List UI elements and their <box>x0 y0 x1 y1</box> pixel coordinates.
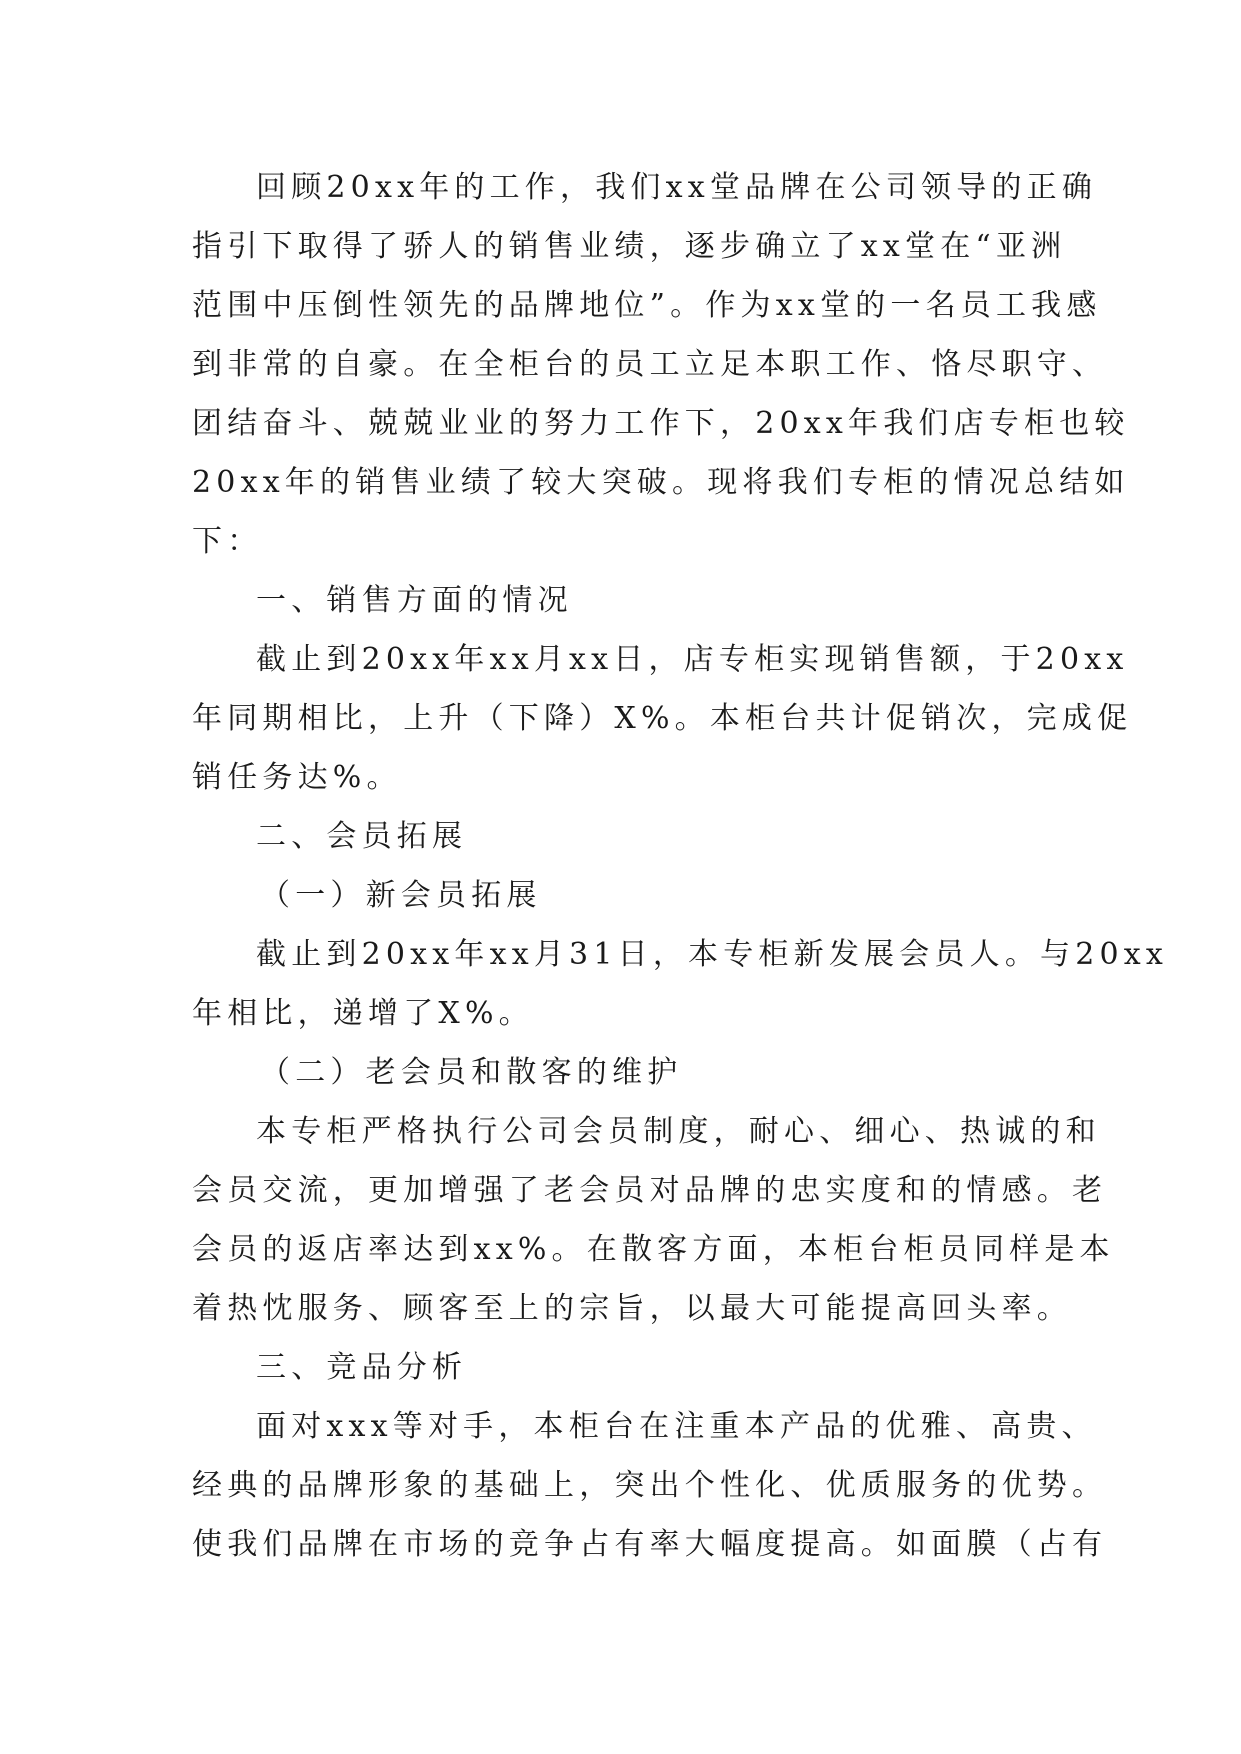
paragraph-sales-line-2: 年同期相比，上升（下降）X%。本柜台共计促销次，完成促 <box>192 701 1133 736</box>
paragraph-intro-line-3: 范围中压倒性领先的品牌地位”。作为xx堂的一名员工我感 <box>192 288 1102 323</box>
heading-sales: 一、销售方面的情况 <box>256 583 573 618</box>
paragraph-competitors-line-1: 面对xxx等对手，本柜台在注重本产品的优雅、高贵、 <box>256 1409 1097 1444</box>
paragraph-sales-line-3: 销任务达%。 <box>192 760 402 795</box>
paragraph-old-members-line-2: 会员交流，更加增强了老会员对品牌的忠实度和的情感。老 <box>192 1173 1108 1208</box>
paragraph-sales-line-1: 截止到20xx年xx月xx日，店专柜实现销售额，于20xx <box>256 642 1129 677</box>
paragraph-new-members-line-1: 截止到20xx年xx月31日，本专柜新发展会员人。与20xx <box>256 937 1169 972</box>
paragraph-old-members-line-3: 会员的返店率达到xx%。在散客方面，本柜台柜员同样是本 <box>192 1232 1115 1267</box>
paragraph-competitors-line-3: 使我们品牌在市场的竞争占有率大幅度提高。如面膜（占有 <box>192 1527 1108 1562</box>
heading-members: 二、会员拓展 <box>256 819 468 854</box>
paragraph-old-members-line-4: 着热忱服务、顾客至上的宗旨，以最大可能提高回头率。 <box>192 1291 1072 1326</box>
paragraph-intro-line-5: 团结奋斗、兢兢业业的努力工作下，20xx年我们店专柜也较 <box>192 406 1130 441</box>
subheading-new-members: （一）新会员拓展 <box>260 878 542 913</box>
paragraph-new-members-line-2: 年相比，递增了X%。 <box>192 996 534 1031</box>
paragraph-intro-line-7: 下： <box>192 524 263 559</box>
document-body <box>192 158 1169 1574</box>
paragraph-intro-line-1: 回顾20xx年的工作，我们xx堂品牌在公司领导的正确 <box>256 170 1098 205</box>
paragraph-intro-line-6: 20xx年的销售业绩了较大突破。现将我们专柜的情况总结如 <box>192 465 1130 500</box>
paragraph-intro-line-4: 到非常的自豪。在全柜台的员工立足本职工作、恪尽职守、 <box>192 347 1108 382</box>
heading-competitors: 三、竞品分析 <box>256 1350 468 1385</box>
subheading-old-members: （二）老会员和散客的维护 <box>260 1055 683 1090</box>
paragraph-competitors-line-2: 经典的品牌形象的基础上，突出个性化、优质服务的优势。 <box>192 1468 1108 1503</box>
paragraph-old-members-line-1: 本专柜严格执行公司会员制度，耐心、细心、热诚的和 <box>256 1114 1101 1149</box>
paragraph-intro-line-2: 指引下取得了骄人的销售业绩，逐步确立了xx堂在“亚洲 <box>192 229 1067 264</box>
